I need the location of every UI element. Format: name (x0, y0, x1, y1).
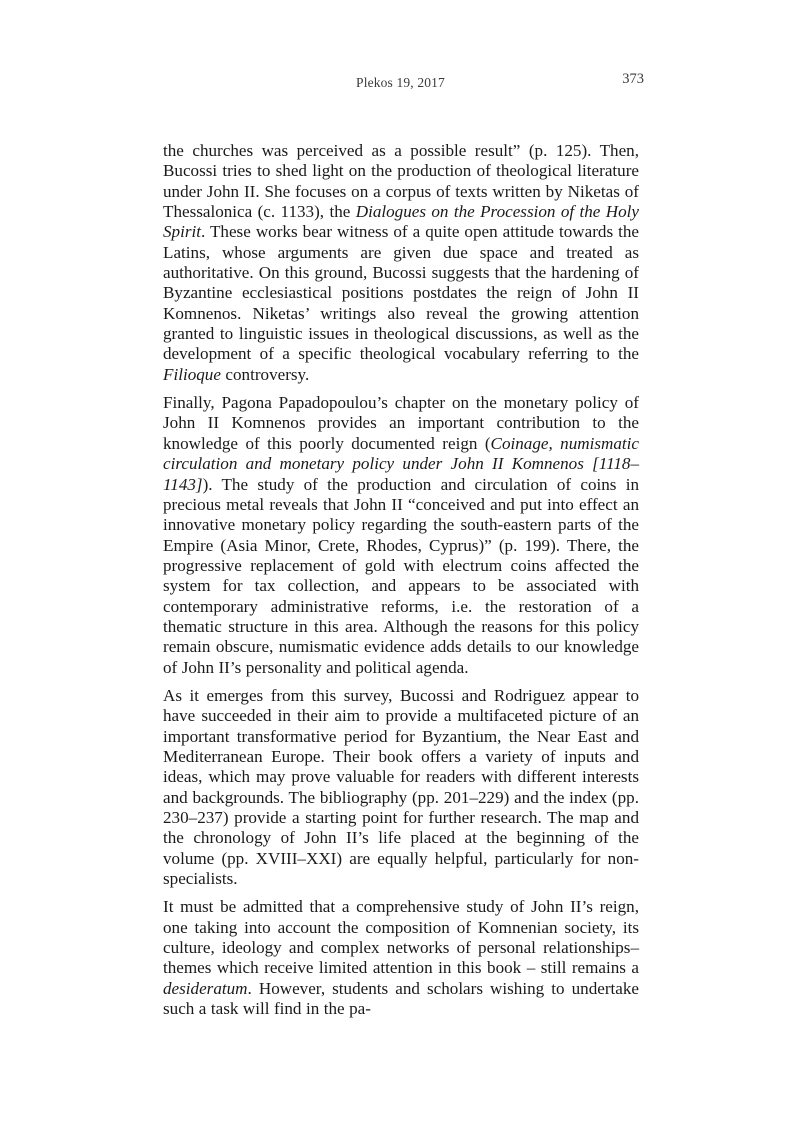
text-run: the churches was perceived as a possible result” (p. 125). Then, Bucossi tries to shed light on the production of theological literature under John II. She focuses on a corpus of texts written by Niketas of Thessalonica (c. 1133), the (163, 141, 639, 222)
page-number: 373 (622, 71, 644, 87)
paragraph-papadopoulou-monetary-policy (163, 393, 639, 678)
text-run: ). The study of the production and circulation of coins in precious metal reveals that John II “conceived and put into effect an innovative monetary policy regarding the south-eastern parts of the Empire (Asia Minor, Crete, Rhodes, Cyprus)” (p. 199). There, the progressive replacement of gold with electrum coins affected the system for tax collection, and appears to be associated with contemporary administrative reforms, i.e. the restoration of a thematic structure in this area. Although the reasons for this policy remain obscure, numismatic evidence adds details to our knowledge of John II’s personality and political agenda. (163, 474, 639, 677)
text-run: It must be admitted that a comprehensive study of John II’s reign, one taking into account the composition of Komnenian society, its culture, ideology and complex networks of personal relationships– themes which receive limited attention in this book – still remains a (163, 897, 639, 978)
italic-run: Dialogues on the Procession of the Holy Spirit (163, 202, 639, 242)
text-run: . However, students and scholars wishing to undertake such a task will find in the pa- (163, 978, 639, 1019)
paragraph-bucossi-theological-literature (163, 141, 639, 385)
text-run: . These works bear witness of a quite open attitude towards the Latins, whose arguments are given due space and treated as authoritative. On this ground, Bucossi suggests that the hardening of Byzantine ecclesiastical positions postdates the reign of John II Komnenos. Niketas’ writings also reveal the growing attention granted to linguistic issues in theological discussions, as well as the development of a specific theological vocabulary referring to the (163, 222, 639, 364)
paragraph-comprehensive-study-desideratum (163, 897, 639, 1019)
text-run: controversy. (220, 364, 310, 384)
journal-title: Plekos 19, 2017 (356, 75, 445, 90)
text-run: As it emerges from this survey, Bucossi and Rodriguez appear to have succeeded in their aim to provide a multifaceted picture of an important transformative period for Byzantium, the Near East and Mediterranean Europe. Their book offers a variety of inputs and ideas, which may prove valuable for readers with different interests and backgrounds. The bibliography (pp. 201–229) and the index (pp. 230–237) provide a starting point for further research. The map and the chronology of John II’s life placed at the beginning of the volume (pp. XVIII–XXI) are equally helpful, particularly for non-specialists. (163, 685, 639, 889)
running-head (163, 71, 644, 93)
italic-run: Filioque (163, 364, 221, 384)
paragraph-survey-summary (163, 686, 639, 889)
italic-run: Coinage, numismatic circulation and monetary policy under John II Komnenos [1118–1143] (163, 433, 639, 494)
body-text (163, 141, 639, 1019)
italic-run: desideratum (163, 978, 248, 998)
text-run: Finally, Pagona Papadopoulou’s chapter on the monetary policy of John II Komnenos provides an important contribution to the knowledge of this poorly documented reign ( (163, 393, 639, 453)
